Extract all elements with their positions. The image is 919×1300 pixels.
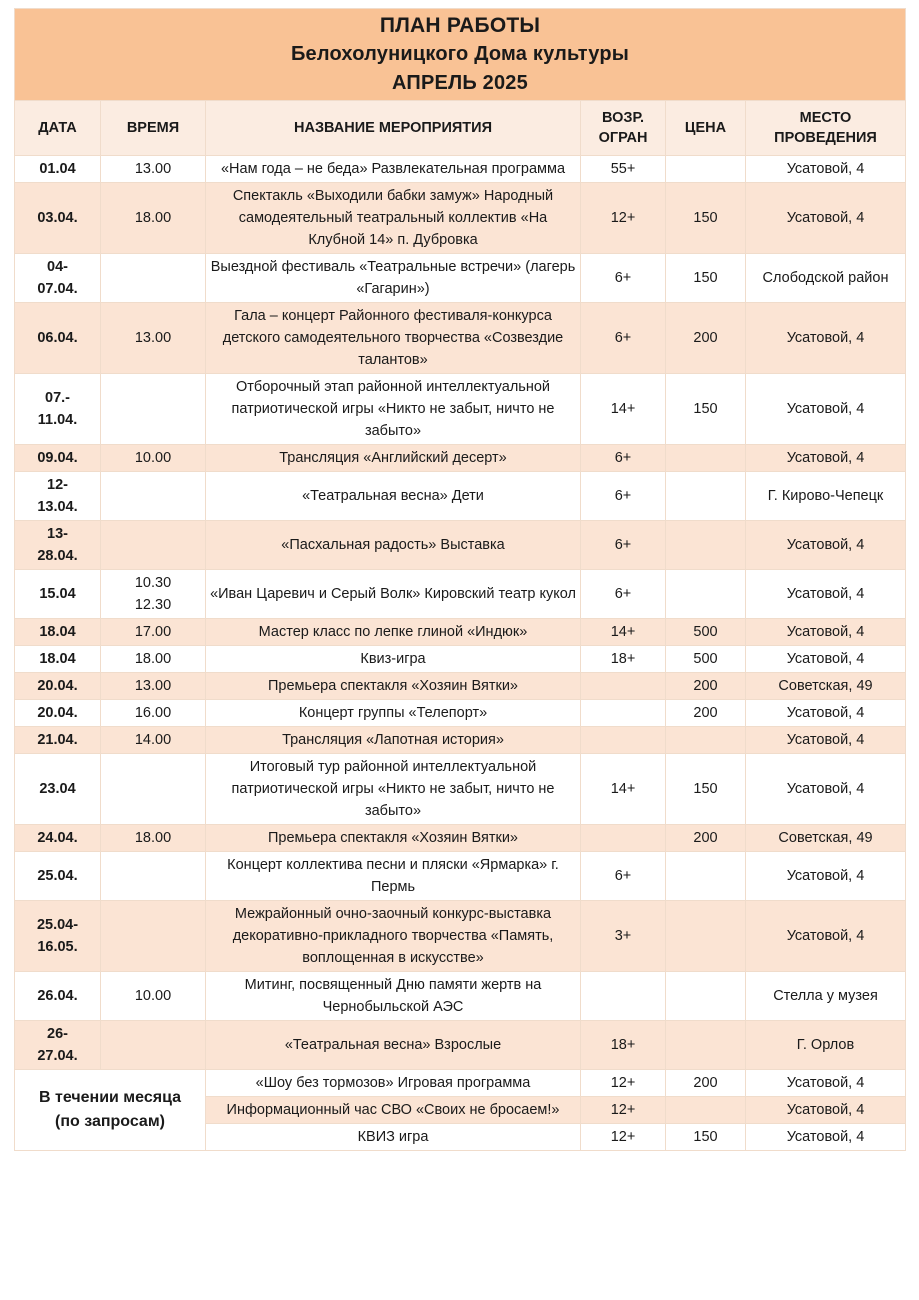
cell-date bbox=[15, 521, 101, 570]
cell-event-name: Гала – концерт Районного фестиваля-конкурса детского самодеятельного творчества «Созвездие талантов» bbox=[206, 303, 581, 374]
cell-age-limit: 12+ bbox=[581, 183, 666, 254]
cell-date-line1: 07.- bbox=[45, 390, 70, 406]
cell-date-line2: 16.05. bbox=[37, 939, 78, 955]
cell-price: 150 bbox=[666, 183, 746, 254]
cell-price bbox=[666, 1097, 746, 1124]
cell-date: 01.04 bbox=[15, 156, 101, 183]
cell-venue: Советская, 49 bbox=[746, 673, 906, 700]
column-header-age-limit bbox=[581, 101, 666, 156]
table-row bbox=[15, 156, 906, 183]
cell-venue: Усатовой, 4 bbox=[746, 901, 906, 972]
cell-age-limit: 6+ bbox=[581, 445, 666, 472]
table-row bbox=[15, 254, 906, 303]
cell-date bbox=[15, 472, 101, 521]
monthly-section-label-line2: (по запросам) bbox=[54, 1113, 165, 1130]
cell-event-name: КВИЗ игра bbox=[206, 1124, 581, 1151]
cell-event-name: «Театральная весна» Дети bbox=[206, 472, 581, 521]
cell-event-name: «Шоу без тормозов» Игровая программа bbox=[206, 1070, 581, 1097]
cell-venue: Усатовой, 4 bbox=[746, 521, 906, 570]
table-row bbox=[15, 619, 906, 646]
cell-time: 13.00 bbox=[101, 673, 206, 700]
cell-venue: Усатовой, 4 bbox=[746, 1124, 906, 1151]
cell-price: 150 bbox=[666, 254, 746, 303]
cell-date: 06.04. bbox=[15, 303, 101, 374]
column-header-row bbox=[15, 101, 906, 156]
cell-date-line2: 28.04. bbox=[37, 548, 78, 564]
column-header-date: ДАТА bbox=[15, 101, 101, 156]
cell-price: 500 bbox=[666, 619, 746, 646]
cell-venue: Слободской район bbox=[746, 254, 906, 303]
cell-event-name: Квиз-игра bbox=[206, 646, 581, 673]
cell-venue: Усатовой, 4 bbox=[746, 700, 906, 727]
cell-date bbox=[15, 374, 101, 445]
cell-price: 500 bbox=[666, 646, 746, 673]
column-header-venue-line1: МЕСТО bbox=[799, 110, 852, 126]
cell-time: 18.00 bbox=[101, 825, 206, 852]
column-header-age-limit-line2: ОГРАН bbox=[598, 130, 648, 146]
cell-price bbox=[666, 1021, 746, 1070]
cell-venue: Стелла у музея bbox=[746, 972, 906, 1021]
table-row bbox=[15, 727, 906, 754]
cell-venue: Усатовой, 4 bbox=[746, 1070, 906, 1097]
cell-price bbox=[666, 852, 746, 901]
cell-age-limit: 6+ bbox=[581, 521, 666, 570]
title-row bbox=[15, 9, 906, 101]
cell-venue: Усатовой, 4 bbox=[746, 754, 906, 825]
cell-time: 18.00 bbox=[101, 183, 206, 254]
table-row bbox=[15, 852, 906, 901]
cell-event-name: Премьера спектакля «Хозяин Вятки» bbox=[206, 825, 581, 852]
cell-date-line2: 11.04. bbox=[37, 412, 78, 428]
cell-event-name: Итоговый тур районной интеллектуальной патриотической игры «Никто не забыт, ничто не забыто» bbox=[206, 754, 581, 825]
cell-date: 18.04 bbox=[15, 646, 101, 673]
monthly-table-row bbox=[15, 1070, 906, 1097]
cell-date: 18.04 bbox=[15, 619, 101, 646]
cell-venue: Усатовой, 4 bbox=[746, 156, 906, 183]
table-row bbox=[15, 972, 906, 1021]
cell-date: 15.04 bbox=[15, 570, 101, 619]
cell-date-line2: 13.04. bbox=[37, 499, 78, 515]
cell-event-name: Трансляция «Лапотная история» bbox=[206, 727, 581, 754]
cell-venue: Усатовой, 4 bbox=[746, 727, 906, 754]
cell-event-name: Концерт группы «Телепорт» bbox=[206, 700, 581, 727]
cell-age-limit bbox=[581, 700, 666, 727]
cell-price: 200 bbox=[666, 700, 746, 727]
title-line-1: ПЛАН РАБОТЫ bbox=[379, 14, 541, 37]
table-row bbox=[15, 303, 906, 374]
cell-age-limit: 6+ bbox=[581, 852, 666, 901]
cell-venue: Усатовой, 4 bbox=[746, 183, 906, 254]
cell-event-name: Межрайонный очно-заочный конкурс-выставка декоративно-прикладного творчества «Память, воплощенная в искусстве» bbox=[206, 901, 581, 972]
cell-price bbox=[666, 972, 746, 1021]
cell-date-line1: 25.04- bbox=[36, 917, 79, 933]
cell-age-limit: 55+ bbox=[581, 156, 666, 183]
cell-age-limit: 18+ bbox=[581, 646, 666, 673]
table-row bbox=[15, 673, 906, 700]
schedule-table-container bbox=[14, 8, 905, 1151]
cell-price bbox=[666, 521, 746, 570]
cell-age-limit: 14+ bbox=[581, 374, 666, 445]
cell-time bbox=[101, 472, 206, 521]
cell-age-limit: 12+ bbox=[581, 1124, 666, 1151]
cell-date: 25.04. bbox=[15, 852, 101, 901]
cell-time bbox=[101, 1021, 206, 1070]
table-row bbox=[15, 570, 906, 619]
cell-venue: Усатовой, 4 bbox=[746, 619, 906, 646]
table-row bbox=[15, 754, 906, 825]
column-header-event-name: НАЗВАНИЕ МЕРОПРИЯТИЯ bbox=[206, 101, 581, 156]
cell-venue: Усатовой, 4 bbox=[746, 646, 906, 673]
column-header-time: ВРЕМЯ bbox=[101, 101, 206, 156]
cell-time: 17.00 bbox=[101, 619, 206, 646]
cell-event-name: «Иван Царевич и Серый Волк» Кировский театр кукол bbox=[206, 570, 581, 619]
column-header-price: ЦЕНА bbox=[666, 101, 746, 156]
cell-venue: Усатовой, 4 bbox=[746, 570, 906, 619]
cell-date: 20.04. bbox=[15, 700, 101, 727]
cell-event-name: Спектакль «Выходили бабки замуж» Народный самодеятельный театральный коллектив «На Клубной 14» п. Дубровка bbox=[206, 183, 581, 254]
cell-event-name: Отборочный этап районной интеллектуальной патриотической игры «Никто не забыт, ничто не забыто» bbox=[206, 374, 581, 445]
monthly-section-label bbox=[15, 1070, 206, 1151]
cell-age-limit: 12+ bbox=[581, 1097, 666, 1124]
cell-date: 09.04. bbox=[15, 445, 101, 472]
cell-price bbox=[666, 156, 746, 183]
cell-event-name: Выездной фестиваль «Театральные встречи» (лагерь «Гагарин») bbox=[206, 254, 581, 303]
cell-date bbox=[15, 1021, 101, 1070]
cell-age-limit: 6+ bbox=[581, 570, 666, 619]
cell-event-name: Информационный час СВО «Своих не бросаем!» bbox=[206, 1097, 581, 1124]
table-row bbox=[15, 825, 906, 852]
monthly-section-body bbox=[15, 1070, 906, 1151]
cell-time: 10.00 bbox=[101, 972, 206, 1021]
cell-age-limit: 6+ bbox=[581, 254, 666, 303]
cell-age-limit: 6+ bbox=[581, 303, 666, 374]
monthly-section-label-line1: В течении месяца bbox=[39, 1089, 181, 1106]
cell-price bbox=[666, 727, 746, 754]
cell-event-name: «Театральная весна» Взрослые bbox=[206, 1021, 581, 1070]
title-line-2: Белохолуницкого Дома культуры bbox=[290, 43, 630, 65]
cell-event-name: Митинг, посвященный Дню памяти жертв на Чернобыльской АЭС bbox=[206, 972, 581, 1021]
cell-age-limit: 12+ bbox=[581, 1070, 666, 1097]
cell-event-name: Трансляция «Английский десерт» bbox=[206, 445, 581, 472]
cell-age-limit bbox=[581, 972, 666, 1021]
cell-time: 13.00 bbox=[101, 156, 206, 183]
cell-time bbox=[101, 754, 206, 825]
cell-date: 03.04. bbox=[15, 183, 101, 254]
cell-date: 23.04 bbox=[15, 754, 101, 825]
cell-price: 150 bbox=[666, 374, 746, 445]
cell-price bbox=[666, 445, 746, 472]
cell-time: 16.00 bbox=[101, 700, 206, 727]
table-row bbox=[15, 374, 906, 445]
cell-time bbox=[101, 374, 206, 445]
table-row bbox=[15, 521, 906, 570]
cell-time: 10.00 bbox=[101, 445, 206, 472]
cell-price: 200 bbox=[666, 303, 746, 374]
cell-time: 18.00 bbox=[101, 646, 206, 673]
cell-date-line1: 12- bbox=[47, 477, 68, 493]
cell-time bbox=[101, 570, 206, 619]
cell-age-limit: 3+ bbox=[581, 901, 666, 972]
cell-time: 14.00 bbox=[101, 727, 206, 754]
cell-date-line2: 07.04. bbox=[37, 281, 78, 297]
cell-date: 24.04. bbox=[15, 825, 101, 852]
schedule-table bbox=[14, 8, 906, 1151]
cell-venue: Г. Кирово-Чепецк bbox=[746, 472, 906, 521]
table-body bbox=[15, 156, 906, 1070]
cell-venue: Советская, 49 bbox=[746, 825, 906, 852]
cell-age-limit: 14+ bbox=[581, 754, 666, 825]
table-row bbox=[15, 646, 906, 673]
cell-event-name: «Нам года – не беда» Развлекательная программа bbox=[206, 156, 581, 183]
cell-age-limit: 6+ bbox=[581, 472, 666, 521]
cell-event-name: Мастер класс по лепке глиной «Индюк» bbox=[206, 619, 581, 646]
table-row bbox=[15, 700, 906, 727]
cell-date bbox=[15, 901, 101, 972]
cell-venue: Усатовой, 4 bbox=[746, 852, 906, 901]
table-head bbox=[15, 9, 906, 101]
cell-venue: Усатовой, 4 bbox=[746, 374, 906, 445]
column-header-venue bbox=[746, 101, 906, 156]
cell-date: 21.04. bbox=[15, 727, 101, 754]
cell-price: 200 bbox=[666, 673, 746, 700]
cell-age-limit: 18+ bbox=[581, 1021, 666, 1070]
cell-price: 150 bbox=[666, 1124, 746, 1151]
cell-date: 20.04. bbox=[15, 673, 101, 700]
cell-time: 13.00 bbox=[101, 303, 206, 374]
column-header-age-limit-line1: ВОЗР. bbox=[602, 110, 644, 126]
cell-age-limit bbox=[581, 825, 666, 852]
cell-time-line2: 12.30 bbox=[134, 597, 172, 613]
cell-venue: Усатовой, 4 bbox=[746, 303, 906, 374]
cell-time bbox=[101, 521, 206, 570]
cell-age-limit: 14+ bbox=[581, 619, 666, 646]
cell-date-line2: 27.04. bbox=[37, 1048, 78, 1064]
cell-time bbox=[101, 254, 206, 303]
cell-event-name: «Пасхальная радость» Выставка bbox=[206, 521, 581, 570]
cell-event-name: Концерт коллектива песни и пляски «Ярмарка» г. Пермь bbox=[206, 852, 581, 901]
table-row bbox=[15, 472, 906, 521]
cell-date-line1: 13- bbox=[47, 526, 68, 542]
cell-time-line1: 10.30 bbox=[134, 575, 172, 591]
cell-venue: Усатовой, 4 bbox=[746, 445, 906, 472]
cell-date-line1: 04- bbox=[47, 259, 68, 275]
cell-venue: Усатовой, 4 bbox=[746, 1097, 906, 1124]
cell-time bbox=[101, 901, 206, 972]
cell-time bbox=[101, 852, 206, 901]
document-title bbox=[15, 9, 906, 101]
title-line-3: АПРЕЛЬ 2025 bbox=[392, 72, 528, 94]
table-row bbox=[15, 1021, 906, 1070]
cell-price: 200 bbox=[666, 825, 746, 852]
cell-date bbox=[15, 254, 101, 303]
table-row bbox=[15, 445, 906, 472]
cell-event-name: Премьера спектакля «Хозяин Вятки» bbox=[206, 673, 581, 700]
cell-venue: Г. Орлов bbox=[746, 1021, 906, 1070]
cell-age-limit bbox=[581, 673, 666, 700]
cell-price bbox=[666, 901, 746, 972]
cell-price: 150 bbox=[666, 754, 746, 825]
cell-date: 26.04. bbox=[15, 972, 101, 1021]
cell-price bbox=[666, 472, 746, 521]
cell-price: 200 bbox=[666, 1070, 746, 1097]
table-row bbox=[15, 183, 906, 254]
table-row bbox=[15, 901, 906, 972]
cell-date-line1: 26- bbox=[47, 1026, 68, 1042]
cell-price bbox=[666, 570, 746, 619]
column-header-venue-line2: ПРОВЕДЕНИЯ bbox=[774, 130, 877, 146]
cell-age-limit bbox=[581, 727, 666, 754]
